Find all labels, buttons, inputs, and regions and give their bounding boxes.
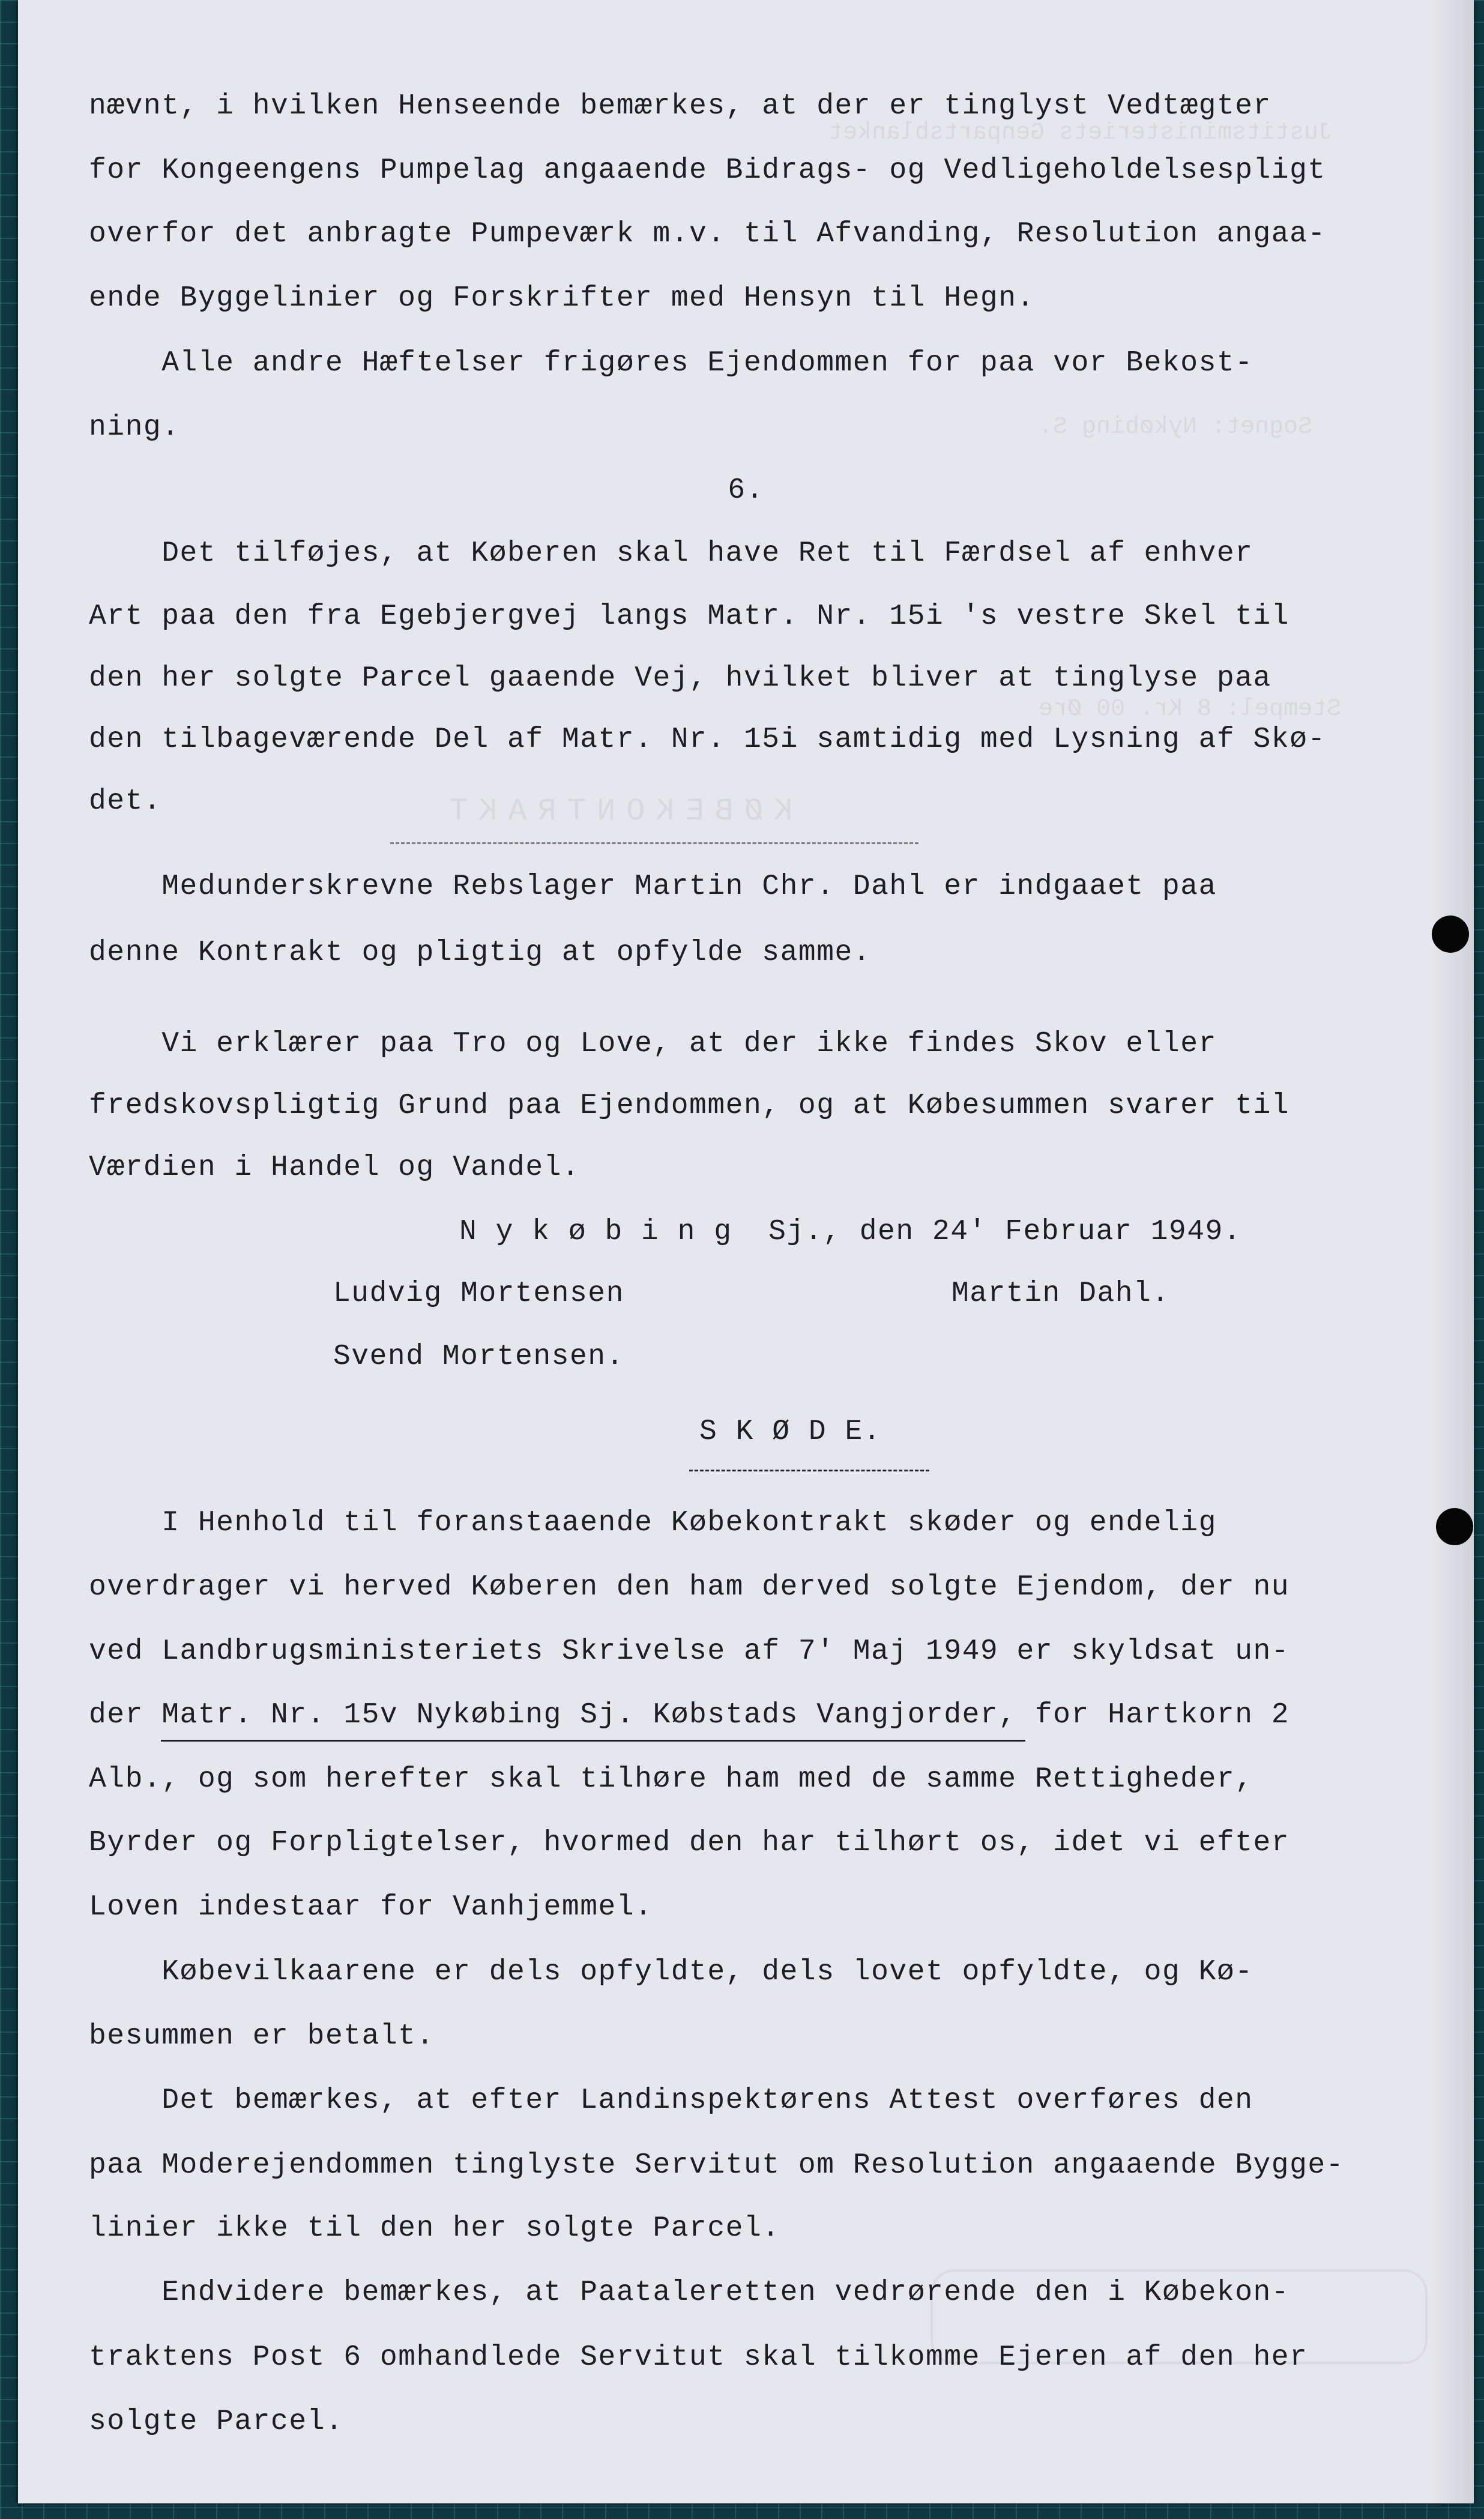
- text-line: Art paa den fra Egebjergvej langs Matr. Nr. 15i 's vestre Skel til: [89, 600, 1290, 633]
- text-line: den her solgte Parcel gaaende Vej, hvilket bliver at tinglyse paa: [89, 662, 1271, 695]
- signature-seller-1: Ludvig Mortensen: [333, 1278, 624, 1310]
- text-line: Vi erklærer paa Tro og Love, at der ikke findes Skov eller: [89, 1028, 1217, 1060]
- text-line: linier ikke til den her solgte Parcel.: [89, 2212, 780, 2245]
- page-edge-shadow: [1432, 0, 1474, 2503]
- text-line: overfor det anbragte Pumpeværk m.v. til Afvanding, Resolution angaa-: [89, 218, 1326, 250]
- text-line: Købevilkaarene er dels opfyldte, dels lovet opfyldte, og Kø-: [89, 1956, 1253, 1988]
- text-line: paa Moderejendommen tinglyste Servitut om Resolution angaaende Bygge-: [89, 2149, 1345, 2182]
- show-through-title: KØBEKONTRAKT: [438, 794, 793, 829]
- signature-buyer: Martin Dahl.: [952, 1278, 1170, 1310]
- text-line: I Henhold til foranstaaende Købekontrakt skøder og endelig: [89, 1507, 1217, 1539]
- show-through-form-header: Justitsministeriets Genpartsblanket: [828, 119, 1333, 146]
- text-line: ved Landbrugsministeriets Skrivelse af 7' Maj 1949 er skyldsat un-: [89, 1635, 1290, 1668]
- text-line: Byrder og Forpligtelser, hvormed den har tilhørt os, idet vi efter: [89, 1827, 1290, 1859]
- text-line: den tilbageværende Del af Matr. Nr. 15i samtidig med Lysning af Skø-: [89, 723, 1326, 756]
- text-line: ning.: [89, 411, 180, 444]
- divider-rule: [390, 842, 918, 844]
- show-through-stamp-duty: Stempel: 8 Kr. 00 Øre: [1039, 696, 1342, 723]
- property-underline: [161, 1740, 1025, 1742]
- text-line: solgte Parcel.: [89, 2406, 344, 2438]
- place-date: N y k ø b i n g Sj., den 24' Februar 1949.: [459, 1216, 1242, 1248]
- punch-hole-lower: [1436, 1508, 1473, 1545]
- text-line: traktens Post 6 omhandlede Servitut skal tilkomme Ejeren af den her: [89, 2341, 1308, 2374]
- text-line: besummen er betalt.: [89, 2020, 435, 2053]
- deed-heading: S K Ø D E.: [699, 1416, 882, 1448]
- text-line: der Matr. Nr. 15v Nykøbing Sj. Købstads Vangjorder, for Hartkorn 2: [89, 1699, 1290, 1731]
- heading-underline: [689, 1470, 929, 1471]
- punch-hole-upper: [1432, 916, 1469, 953]
- text-line: Det bemærkes, at efter Landinspektørens Attest overføres den: [89, 2084, 1253, 2117]
- signature-seller-2: Svend Mortensen.: [333, 1341, 624, 1373]
- text-line: Alle andre Hæftelser frigøres Ejendommen for paa vor Bekost-: [89, 347, 1253, 379]
- text-line: denne Kontrakt og pligtig at opfylde samme.: [89, 937, 872, 969]
- text-line: Det tilføjes, at Køberen skal have Ret til Færdsel af enhver: [89, 537, 1253, 570]
- text-line: Medunderskrevne Rebslager Martin Chr. Dahl er indgaaet paa: [89, 870, 1217, 903]
- text-line: Alb., og som herefter skal tilhøre ham med de samme Rettigheder,: [89, 1763, 1253, 1796]
- document-page: [18, 0, 1474, 2503]
- text-line: overdrager vi herved Køberen den ham derved solgte Ejendom, der nu: [89, 1571, 1290, 1603]
- text-line: Endvidere bemærkes, at Paataleretten vedrørende den i Købekon-: [89, 2276, 1290, 2309]
- show-through-parish: Sognet: Nykøbing S.: [1039, 414, 1313, 441]
- text-line: fredskovspligtig Grund paa Ejendommen, og at Købesummen svarer til: [89, 1090, 1290, 1122]
- text-line: for Kongeengens Pumpelag angaaende Bidrags- og Vedligeholdelsespligt: [89, 154, 1326, 187]
- text-line: Værdien i Handel og Vandel.: [89, 1151, 581, 1184]
- section-number: 6.: [728, 474, 764, 507]
- text-line: ende Byggelinier og Forskrifter med Hensyn til Hegn.: [89, 282, 1035, 315]
- text-line: nævnt, i hvilken Henseende bemærkes, at der er tinglyst Vedtægter: [89, 90, 1271, 122]
- text-line: det.: [89, 785, 162, 818]
- text-line: Loven indestaar for Vanhjemmel.: [89, 1891, 653, 1923]
